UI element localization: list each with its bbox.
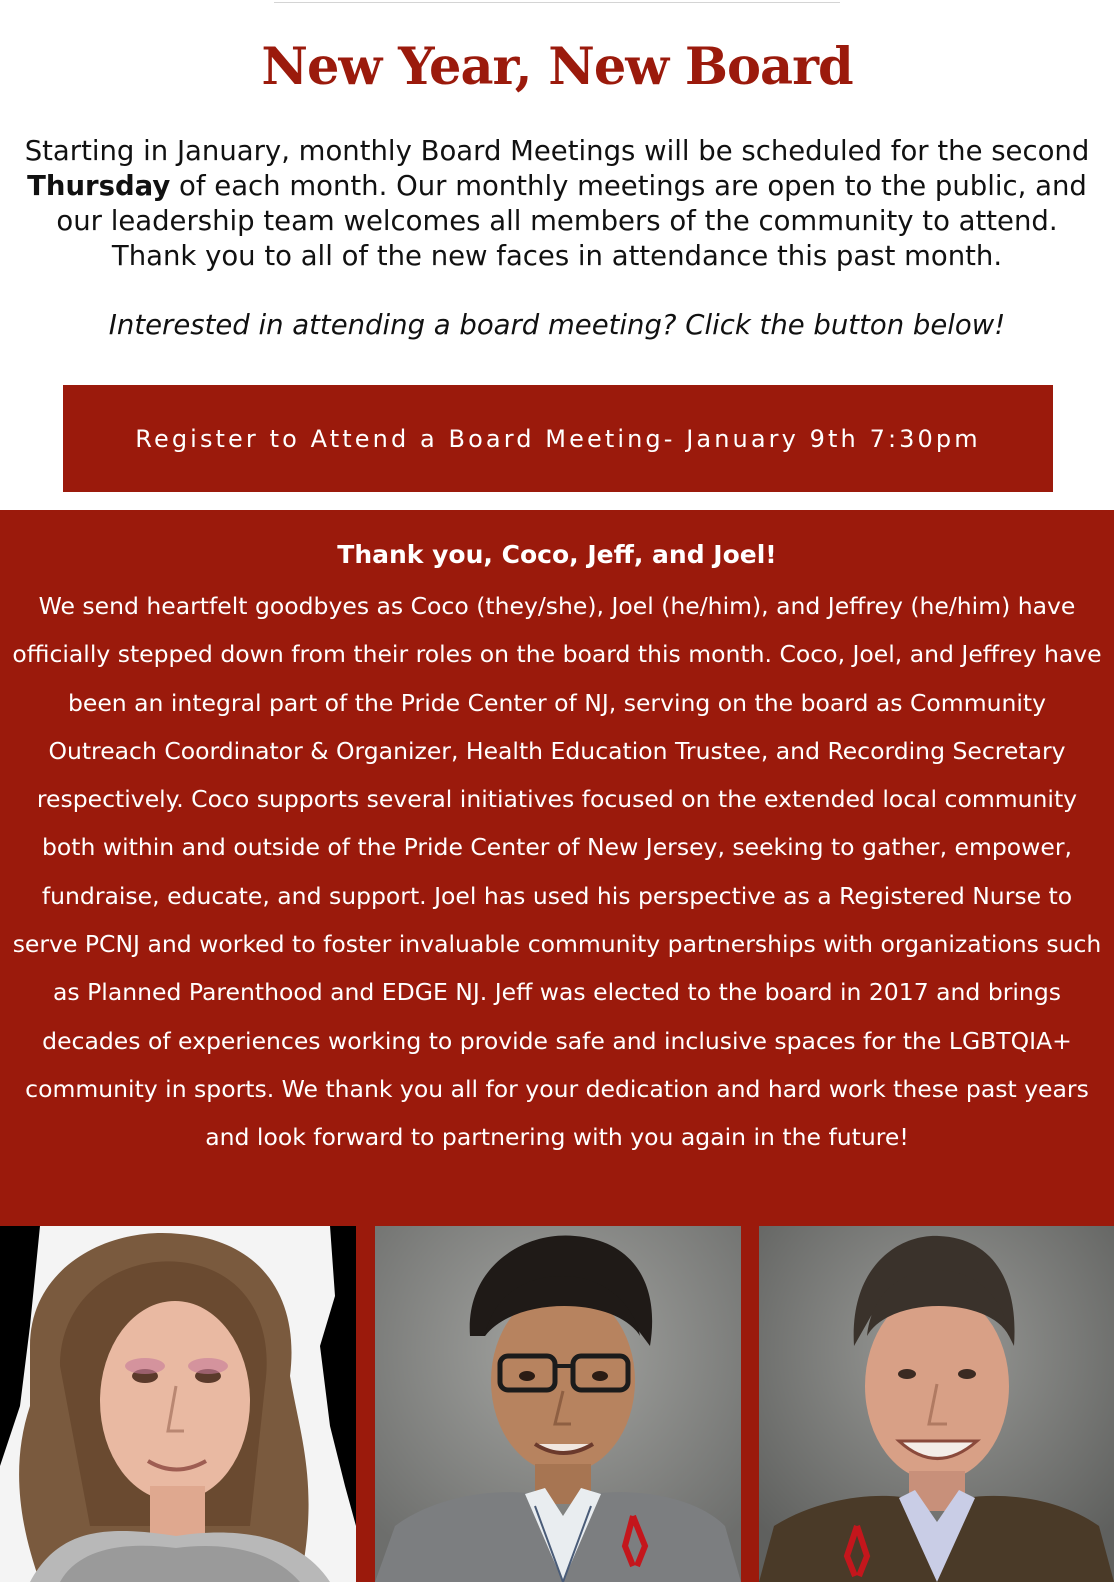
jeff-portrait-illustration: [759, 1226, 1114, 1582]
intro-text-part1: Starting in January, monthly Board Meetings will be scheduled for the second: [24, 135, 1090, 167]
top-divider: [274, 2, 840, 3]
joel-portrait-illustration: [375, 1226, 741, 1582]
intro-paragraph: [10, 134, 1104, 274]
intro-call-to-action: Interested in attending a board meeting? Click the button below!: [108, 309, 1006, 341]
coco-portrait-image: [0, 1226, 356, 1582]
joel-portrait-image: [375, 1226, 741, 1582]
coco-portrait-illustration: [0, 1226, 356, 1582]
register-board-meeting-button[interactable]: Register to Attend a Board Meeting- January 9th 7:30pm: [63, 385, 1053, 492]
page-title: New Year, New Board: [261, 37, 853, 97]
thank-you-section: [0, 510, 1114, 1582]
jeff-portrait-image: [759, 1226, 1114, 1582]
thank-you-heading: Thank you, Coco, Jeff, and Joel!: [337, 540, 777, 569]
thank-you-body: We send heartfelt goodbyes as Coco (they/she), Joel (he/him), and Jeffrey (he/him) have officially stepped down from their roles on the board this month. Coco, Joel, and Jeffrey have been an integral part of the Pride Center of NJ, serving on the board as Community Outreach Coordinator & Organizer, Health Education Trustee, and Recording Secretary respectively. Coco supports several initiatives focused on the extended local community both within and outside of the Pride Center of New Jersey, seeking to gather, empower, fundraise, educate, and support. Joel has used his perspective as a Registered Nurse to serve PCNJ and worked to foster invaluable community partnerships with organizations such as Planned Parenthood and EDGE NJ. Jeff was elected to the board in 2017 and brings decades of experiences working to provide safe and inclusive spaces for the LGBTQIA+ community in sports. We thank you all for your dedication and hard work these past years and look forward to partnering with you again in the future!: [12, 592, 1102, 1152]
intro-text-part2: of each month. Our monthly meetings are open to the public, and our leadership team welcomes all members of the community to attend. Thank you to all of the new faces in attendance this past month.: [56, 170, 1087, 272]
intro-text-bold: Thursday: [27, 170, 171, 202]
